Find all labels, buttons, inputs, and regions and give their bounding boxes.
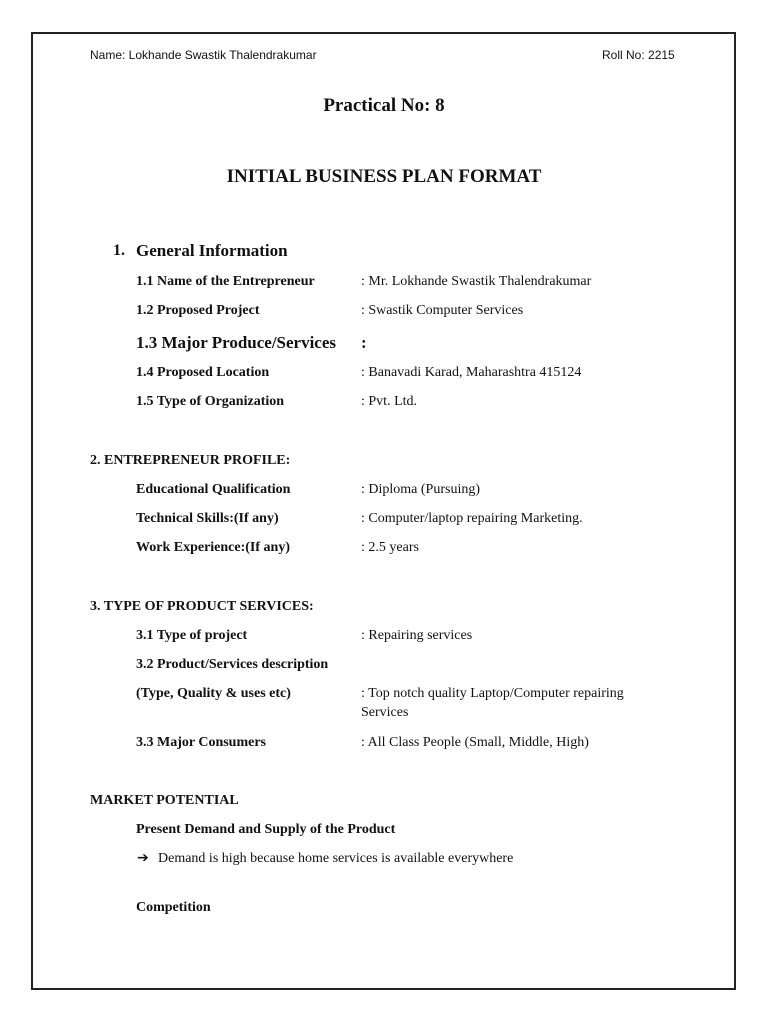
work-experience-label: Work Experience:(If any) [136,540,290,555]
practical-title: Practical No: 8 [323,95,445,116]
education-value: : Diploma (Pursuing) [361,482,480,497]
type-quality-uses-value: : Top notch quality Laptop/Computer repairing [361,686,624,701]
product-description-label: 3.2 Product/Services description [136,657,329,672]
organization-type-label: 1.5 Type of Organization [136,394,285,409]
market-potential-heading: MARKET POTENTIAL [90,793,239,808]
proposed-project-label: 1.2 Proposed Project [136,303,260,318]
section2-heading: 2. ENTREPRENEUR PROFILE: [90,453,291,468]
education-label: Educational Qualification [136,482,291,497]
proposed-project-value: : Swastik Computer Services [361,303,524,318]
project-type-label: 3.1 Type of project [136,628,248,643]
major-produce-label: 1.3 Major Produce/Services [136,333,337,352]
demand-bullet-text: Demand is high because home services is available everywhere [158,851,514,866]
section1-heading: General Information [136,241,288,260]
major-produce-value: : [361,333,367,352]
technical-skills-label: Technical Skills:(If any) [136,511,279,526]
entrepreneur-name-label: 1.1 Name of the Entrepreneur [136,274,315,289]
project-type-value: : Repairing services [361,628,473,643]
proposed-location-value: : Banavadi Karad, Maharashtra 415124 [361,365,582,380]
document-title: INITIAL BUSINESS PLAN FORMAT [226,166,542,187]
organization-type-value: : Pvt. Ltd. [361,394,418,409]
major-consumers-label: 3.3 Major Consumers [136,735,267,750]
arrow-right-icon: ➔ [137,850,149,866]
major-consumers-value: : All Class People (Small, Middle, High) [361,735,589,750]
type-quality-uses-label: (Type, Quality & uses etc) [136,686,291,701]
entrepreneur-name-value: : Mr. Lokhande Swastik Thalendrakumar [361,274,592,289]
type-quality-uses-value-continued: Services [361,705,409,720]
section3-heading: 3. TYPE OF PRODUCT SERVICES: [90,599,314,614]
section1-number: 1. [113,242,125,259]
demand-supply-subheading: Present Demand and Supply of the Product [136,822,396,837]
work-experience-value: : 2.5 years [361,540,419,555]
competition-heading: Competition [136,900,211,915]
header-roll-number: Roll No: 2215 [602,48,675,62]
proposed-location-label: 1.4 Proposed Location [136,365,270,380]
header-name: Name: Lokhande Swastik Thalendrakumar [90,48,317,62]
technical-skills-value: : Computer/laptop repairing Marketing. [361,511,583,526]
